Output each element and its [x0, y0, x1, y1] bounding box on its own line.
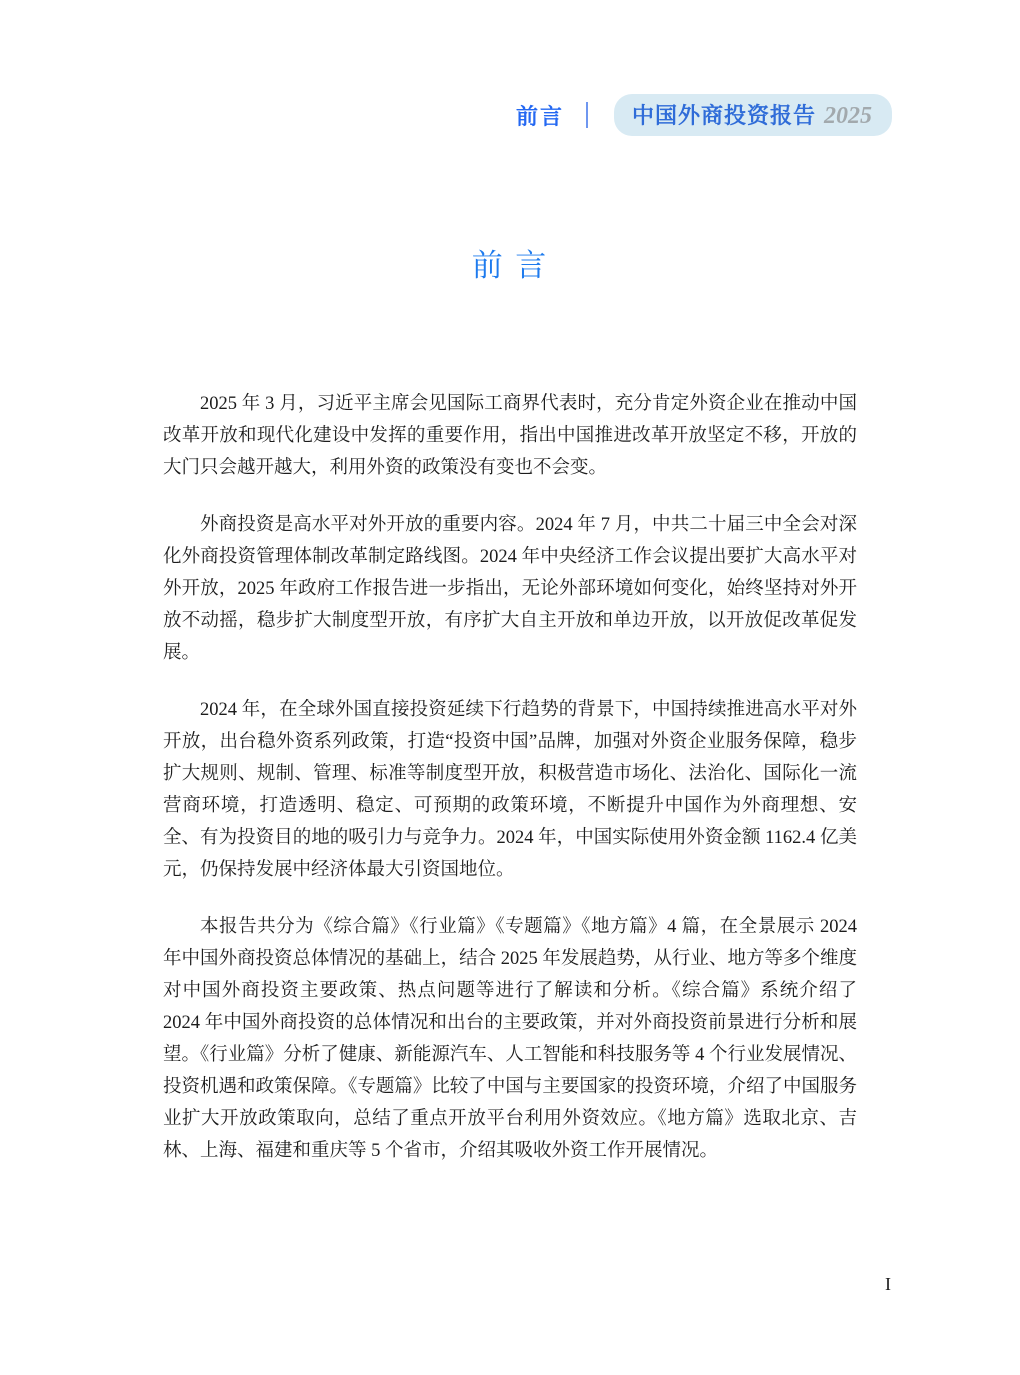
paragraph-3: 2024 年，在全球外国直接投资延续下行趋势的背景下，中国持续推进高水平对外开放，出台稳外资系列政策，打造“投资中国”品牌，加强对外资企业服务保障，稳步扩大规则、规制、管理、标准等制度型开放，积极营造市场化、法治化、国际化一流营商环境，打造透明、稳定、可预期的政策环境，不断提升中国作为外商理想、安全、有为投资目的地的吸引力与竞争力。2024 年，中国实际使用外资金额 1162.4 亿美元，仍保持发展中经济体最大引资国地位。	[163, 700, 857, 880]
paragraph-1: 2025 年 3 月，习近平主席会见国际工商界代表时，充分肯定外资企业在推动中国改革开放和现代化建设中发挥的重要作用，指出中国推进改革开放坚定不移，开放的大门只会越开越大，利用外资的政策没有变也不会变。	[163, 394, 857, 478]
page-number: I	[885, 1274, 891, 1294]
report-title-badge	[614, 94, 892, 136]
report-year: 2025	[824, 103, 872, 129]
running-header	[516, 96, 892, 134]
paragraph-2: 外商投资是高水平对外开放的重要内容。2024 年 7 月，中共二十届三中全会对深化外商投资管理体制改革制定路线图。2024 年中央经济工作会议提出要扩大高水平对外开放，2025 年政府工作报告进一步指出，无论外部环境如何变化，始终坚持对外开放不动摇，稳步扩大制度型开放，有序扩大自主开放和单边开放，以开放促改革促发展。	[163, 515, 857, 663]
header-divider	[586, 102, 588, 128]
header-section-label: 前言	[515, 103, 564, 129]
paragraph-4: 本报告共分为《综合篇》《行业篇》《专题篇》《地方篇》4 篇，在全景展示 2024 年中国外商投资总体情况的基础上，结合 2025 年发展趋势，从行业、地方等多个维度对中国外商投资主要政策、热点问题等进行了解读和分析。《综合篇》系统介绍了 2024 年中国外商投资的总体情况和出台的主要政策，并对外商投资前景进行分析和展望。《行业篇》分析了健康、新能源汽车、人工智能和科技服务等 4 个行业发展情况、投资机遇和政策保障。《专题篇》比较了中国与主要国家的投资环境，介绍了中国服务业扩大开放政策取向，总结了重点开放平台利用外资效应。《地方篇》选取北京、吉林、上海、福建和重庆等 5 个省市，介绍其吸收外资工作开展情况。	[163, 917, 857, 1161]
page-title: 前 言	[471, 248, 549, 283]
report-title: 中国外商投资报告	[631, 103, 816, 128]
document-body	[163, 388, 857, 1192]
